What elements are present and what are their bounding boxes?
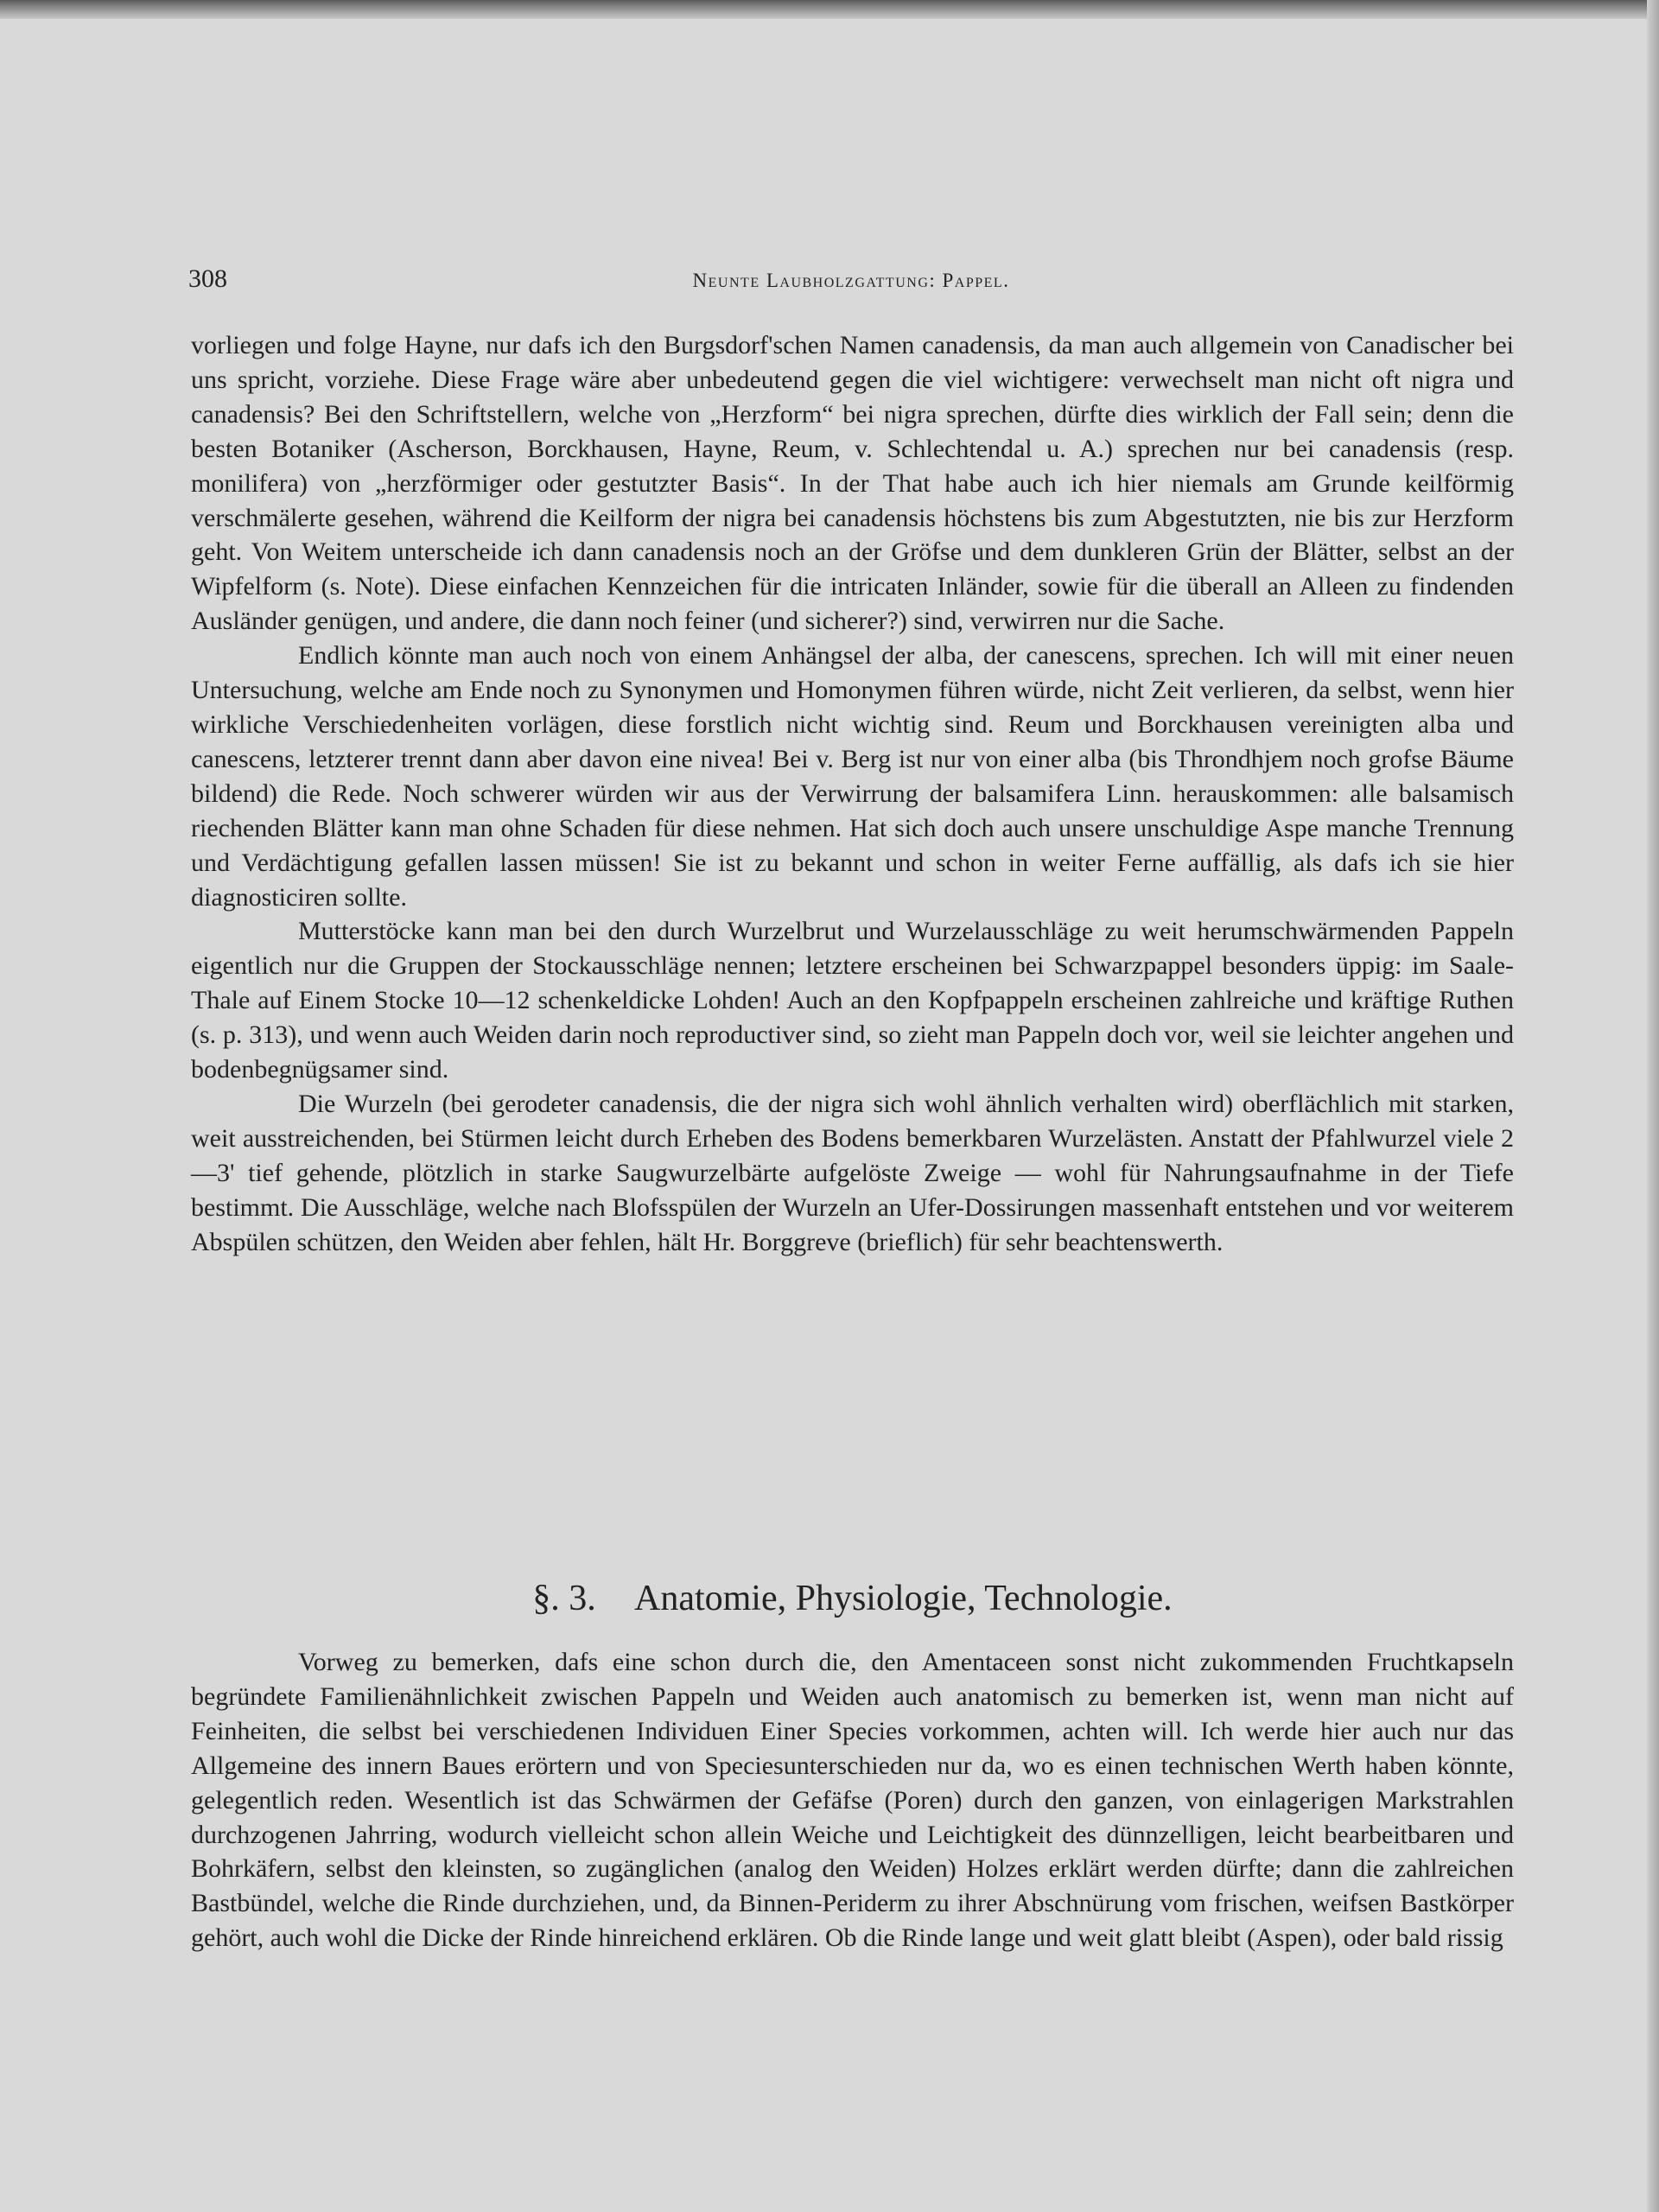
paragraph-alba-canescens: Endlich könnte man auch noch von einem Anhängsel der alba, der canescens, sprechen. Ich will mit einer neuen Untersuchung, welche am Ende noch zu Synonymen und Homonymen führen würde, nicht Zeit verlieren, da selbst, wenn hier wirkliche Verschiedenheiten vorlägen, diese forstlich nicht wichtig sind. Reum und Borckhausen vereinigten alba und canescens, letzterer trennt dann aber davon eine nivea! Bei v. Berg ist nur von einer alba (bis Throndhjem noch grofse Bäume bildend) die Rede. Noch schwerer würden wir aus der Verwirrung der balsamifera Linn. herauskommen: alle balsamisch riechenden Blätter kann man ohne Schaden für diese nehmen. Hat sich doch auch unsere unschuldige Aspe manche Trennung und Verdächtigung gefallen lassen müssen! Sie ist zu bekannt und schon in weiter Ferne auffällig, als dafs ich sie hier diagnosticiren sollte. bbox=[191, 641, 1514, 912]
page-top-edge bbox=[0, 0, 1659, 19]
paragraph-wurzeln: Die Wurzeln (bei gerodeter canadensis, die der nigra sich wohl ähnlich verhalten wird) oberflächlich mit starken, weit ausstreichenden, bei Stürmen leicht durch Erheben des Bodens bemerkbaren Wurzelästen. Anstatt der Pfahlwurzel viele 2—3' tief gehende, plötzlich in starke Saugwurzelbärte aufgelöste Zweige — wohl für Nahrungsaufnahme in der Tiefe bestimmt. Die Ausschläge, welche nach Blofsspülen der Wurzeln an Ufer-Dossirungen massenhaft entstehen und vor weiterem Abspülen schützen, den Weiden aber fehlen, hält Hr. Borggreve (brieflich) für sehr beachtenswerth. bbox=[191, 1089, 1514, 1256]
page-header bbox=[188, 264, 1514, 299]
section-number: §. 3. bbox=[532, 1579, 596, 1618]
paragraph-vorweg: Vorweg zu bemerken, dafs eine schon durch die, den Amentaceen sonst nicht zukommenden Fruchtkapseln begründete Familienähnlichkeit zwischen Pappeln und Weiden auch anatomisch zu bemerken ist, wenn man nicht auf Feinheiten, die selbst bei verschiedenen Individuen Einer Species vorkommen, achten will. Ich werde hier auch nur das Allgemeine des innern Baues erörtern und von Speciesunterschieden nur da, wo es einen technischen Werth haben könnte, gelegentlich reden. Wesentlich ist das Schwärmen der Gefäfse (Poren) durch den ganzen, von einlagerigen Markstrahlen durchzogenen Jahrring, wodurch vielleicht schon allein Weiche und Leichtigkeit des dünnzelligen, leicht bearbeitbaren und Bohrkäfern, selbst den kleinsten, so zugänglichen (analog den Weiden) Holzes erklärt werden dürfte; dann die zahlreichen Bastbündel, welche die Rinde durchziehen, und, da Binnen-Periderm zu ihrer Abschnürung vom frischen, weifsen Bastkörper gehört, auch wohl die Dicke der Rinde hinreichend erklären. Ob die Rinde lange und weit glatt bleibt (Aspen), oder bald rissig bbox=[191, 1648, 1514, 1953]
section-heading bbox=[191, 1576, 1514, 1621]
page-right-edge bbox=[1647, 0, 1659, 2212]
section-title: Anatomie, Physiologie, Technologie. bbox=[633, 1579, 1173, 1618]
paragraph-continuation: vorliegen und folge Hayne, nur dafs ich den Burgsdorf'schen Namen canadensis, da man auch allgemein von Canadischer bei uns spricht, vorziehe. Diese Frage wäre aber unbedeutend gegen die viel wichtigere: verwechselt man nicht oft nigra und canadensis? Bei den Schriftstellern, welche von „Herzform“ bei nigra sprechen, dürfte dies wirklich der Fall sein; denn die besten Botaniker (Ascherson, Borckhausen, Hayne, Reum, v. Schlechtendal u. A.) sprechen nur bei canadensis (resp. monilifera) von „herzförmiger oder gestutzter Basis“. In der That habe auch ich hier niemals am Grunde keilförmig verschmälerte gesehen, während die Keilform der nigra bei canadensis höchstens bis zum Abgestutzten, nie bis zur Herzform geht. Von Weitem unterscheide ich dann canadensis noch an der Gröfse und dem dunkleren Grün der Blätter, selbst an der Wipfelform (s. Note). Diese einfachen Kennzeichen für die intricaten Inländer, sowie für die überall an Alleen zu findenden Ausländer genügen, und andere, die dann noch feiner (und sicherer?) sind, verwirren nur die Sache. bbox=[191, 331, 1514, 636]
running-head: Neunte Laubholzgattung: Pappel. bbox=[692, 270, 1010, 291]
body-text bbox=[191, 328, 1514, 1259]
paragraph-mutterstoecke: Mutterstöcke kann man bei den durch Wurzelbrut und Wurzelausschläge zu weit herumschwärmenden Pappeln eigentlich nur die Gruppen der Stockausschläge nennen; letztere erscheinen bei Schwarzpappel besonders üppig: im Saale-Thale auf Einem Stocke 10—12 schenkeldicke Lohden! Auch an den Kopfpappeln erscheinen zahlreiche und kräftige Ruthen (s. p. 313), und wenn auch Weiden darin noch reproductiver sind, so zieht man Pappeln doch vor, weil sie leichter angehen und bodenbegnügsamer sind. bbox=[191, 917, 1514, 1084]
section-body-text bbox=[191, 1645, 1514, 1955]
page-number: 308 bbox=[188, 264, 227, 293]
